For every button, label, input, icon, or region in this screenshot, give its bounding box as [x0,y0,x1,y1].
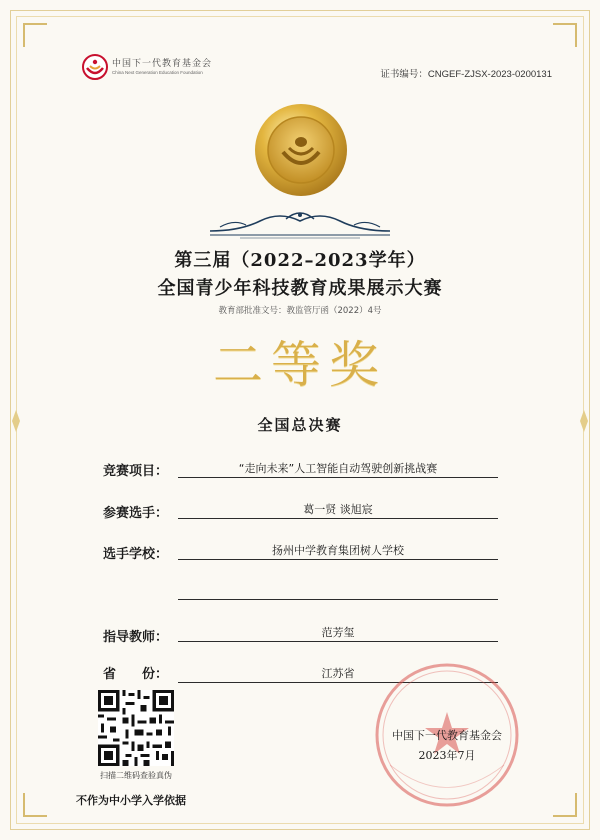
org-name-cn: 中国下一代教育基金会 [112,59,213,69]
field-label-project: 竞赛项目： [103,464,169,479]
corner-ornament [553,23,577,47]
field-underline [178,641,498,642]
corner-ornament [23,23,47,47]
field-value-participants: 葛一贤 谈旭宸 [303,503,373,516]
field-label-teacher: 指导教师： [103,630,169,645]
competition-stage: 全国总决赛 [257,416,343,434]
issue-date: 2023年7月 [418,749,476,762]
issuer-name: 中国下一代教育基金会 [392,729,502,742]
field-value-project: “走向未来”人工智能自动驾驶创新挑战赛 [238,462,438,475]
field-value-school: 扬州中学教育集团树人学校 [272,544,404,557]
org-name-en: China Next Generation Education Foundation [112,70,203,75]
field-label-school: 选手学校： [103,547,169,562]
admission-disclaimer: 不作为中小学入学依据 [76,794,186,807]
scroll-ornament-icon [200,205,400,241]
field-label-participants: 参赛选手： [103,506,169,521]
field-value-teacher: 范芳玺 [321,626,355,639]
field-underline [178,518,498,519]
competition-title-line1: 第三届（2022–2023学年） [174,250,426,271]
corner-ornament [23,793,47,817]
field-underline [178,477,498,478]
field-label-province: 省 份： [103,667,169,682]
corner-ornament [553,793,577,817]
qr-code-caption: 扫描二维码查验真伪 [100,771,172,780]
field-underline [178,599,498,600]
verification-qr-code-icon[interactable] [98,690,174,766]
field-underline [178,559,498,560]
field-value-province: 江苏省 [321,667,355,680]
certificate-number: 证书编号：CNGEF-ZJSX-2023-0200131 [380,69,552,80]
award-level: 二等奖 [213,336,387,394]
gold-medal-icon [253,102,349,198]
competition-title-line2: 全国青少年科技教育成果展示大赛 [157,278,443,299]
foundation-logo-icon [82,54,108,80]
approval-number: 教育部批准文号：教监管厅函（2022）4号 [218,306,382,316]
